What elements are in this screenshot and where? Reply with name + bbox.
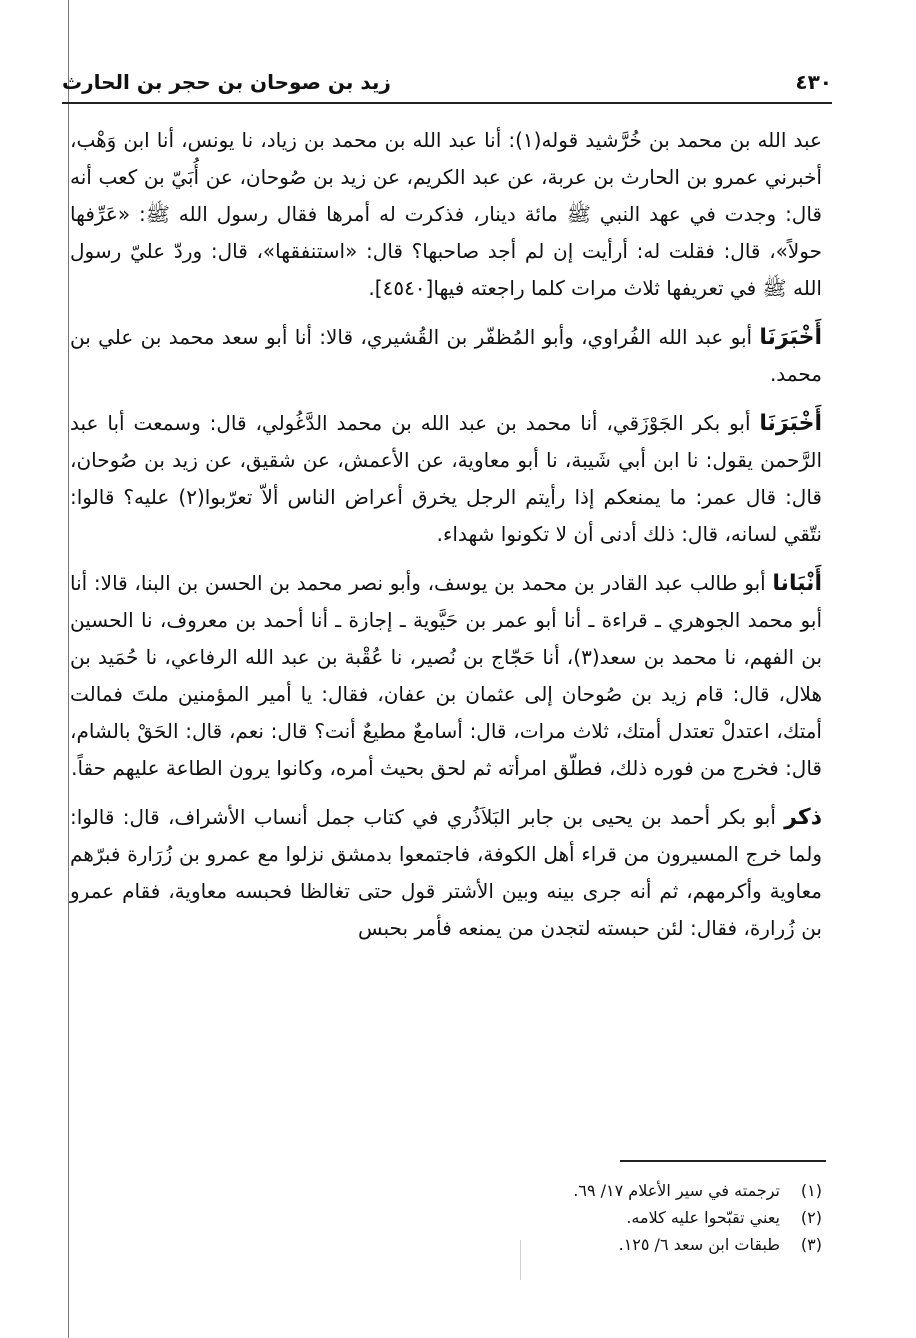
paragraph-text: عبد الله بن محمد بن خُرَّشيد قوله(١): أنا عبد الله بن محمد بن زياد، نا يونس، أنا ابن وَهْب، أخبرني عمرو بن الحارث بن عربة، عن عبد الكريم، عن زيد بن صُوحان، عن أُبَيّ بن كعب أنه قال: وجدت في عهد النبي ﷺ مائة دينار، فذكرت له أمرها فقال رسول الله ﷺ: «عَرِّفها حولاً»، قال: فقلت له: أرأيت إن لم أجد صاحبها؟ قال: «استنفقها»، قال: وردّ عليّ رسول الله ﷺ في تعريفها ثلاث مرات كلما راجعته فيها[٤٥٤٠].: [70, 128, 822, 300]
paragraph-lead: أَخْبَرَنَا: [759, 411, 822, 436]
paragraph: [70, 319, 822, 393]
footnote-number: (٢): [800, 1208, 822, 1227]
scan-speck: [520, 1240, 521, 1280]
running-title: زيد بن صوحان بن حجر بن الحارث: [62, 70, 391, 94]
paragraph-lead: أَخْبَرَنَا: [759, 325, 822, 350]
paragraph-text: أبو عبد الله الفُراوي، وأبو المُظفّر بن القُشيري، قالا: أنا أبو سعد محمد بن علي بن محمد.: [70, 325, 822, 386]
footnote-number: (١): [800, 1181, 822, 1200]
main-text: [70, 122, 822, 959]
footnote-number: (٣): [800, 1235, 822, 1254]
paragraph: [70, 799, 822, 947]
footnote-text: طبقات ابن سعد ٦/ ١٢٥.: [618, 1235, 780, 1254]
footnote: [120, 1204, 822, 1231]
paragraph: [70, 405, 822, 553]
paragraph-text: أبو طالب عبد القادر بن محمد بن يوسف، وأبو نصر محمد بن الحسن بن البنا، قالا: أنا أبو محمد الجوهري ـ قراءة ـ أنا أبو عمر بن حَيَّوية ـ إجازة ـ أنا أحمد بن معروف، نا الحسين بن الفهم، نا محمد بن سعد(٣)، أنا حَجّاج بن نُصير، نا عُقْبة بن عبد الله الرفاعي، نا حُمَيد بن هلال، قال: قام زيد بن صُوحان إلى عثمان بن عفان، فقال: يا أمير المؤمنين ملتَ فمالت أمتك، اعتدلْ تعتدل أمتك، ثلاث مرات، قال: أسامعٌ مطيعٌ أنت؟ قال: نعم، قال: الحَقْ بالشام، قال: فخرج من فوره ذلك، فطلّق امرأته ثم لحق بحيث أمره، وكانوا يرون الطاعة عليهم حقاً.: [70, 571, 823, 780]
page-header: [62, 62, 832, 102]
footnotes: [120, 1177, 822, 1258]
footnote: [120, 1231, 822, 1258]
footnote: [120, 1177, 822, 1204]
footnote-rule: [620, 1160, 826, 1162]
paragraph-lead: ذكر: [784, 805, 822, 830]
footnote-text: يعني تقبّحوا عليه كلامه.: [626, 1208, 780, 1227]
paragraph-text: أبو بكر الجَوْزَقي، أنا محمد بن عبد الله بن محمد الدَّغُولي، قال: وسمعت أبا عبد الرَّحمن يقول: نا ابن أبي شَيبة، نا أبو معاوية، عن الأعمش، عن شقيق، عن زيد بن صُوحان، قال: قال عمر: ما يمنعكم إذا رأيتم الرجل يخرق أعراض الناس ألاّ تعرّبوا(٢) عليه؟ قالوا: نتّقي لسانه، قال: ذلك أدنى أن لا تكونوا شهداء.: [70, 411, 822, 546]
footnote-text: ترجمته في سير الأعلام ١٧/ ٦٩.: [573, 1181, 780, 1200]
paragraph: [70, 565, 822, 787]
paragraph: [70, 122, 822, 307]
page-number: ٤٣٠: [795, 70, 832, 94]
header-rule: [62, 102, 832, 104]
paragraph-lead: أَنْبَانا: [772, 571, 822, 596]
page-edge-line: [68, 0, 69, 1338]
paragraph-text: أبو بكر أحمد بن يحيى بن جابر البَلاَذُري في كتاب جمل أنساب الأشراف، قال: قالوا: ولما خرج المسيرون من قراء أهل الكوفة، فاجتمعوا بدمشق نزلوا مع عمرو بن زُرَارة فبرّهم معاوية وأكرمهم، ثم أنه جرى بينه وبين الأشتر قول حتى تغالظا فحبسه معاوية، فقام عمرو بن زُرارة، فقال: لئن حبسته لتجدن من يمنعه فأمر بحبس: [70, 805, 822, 940]
